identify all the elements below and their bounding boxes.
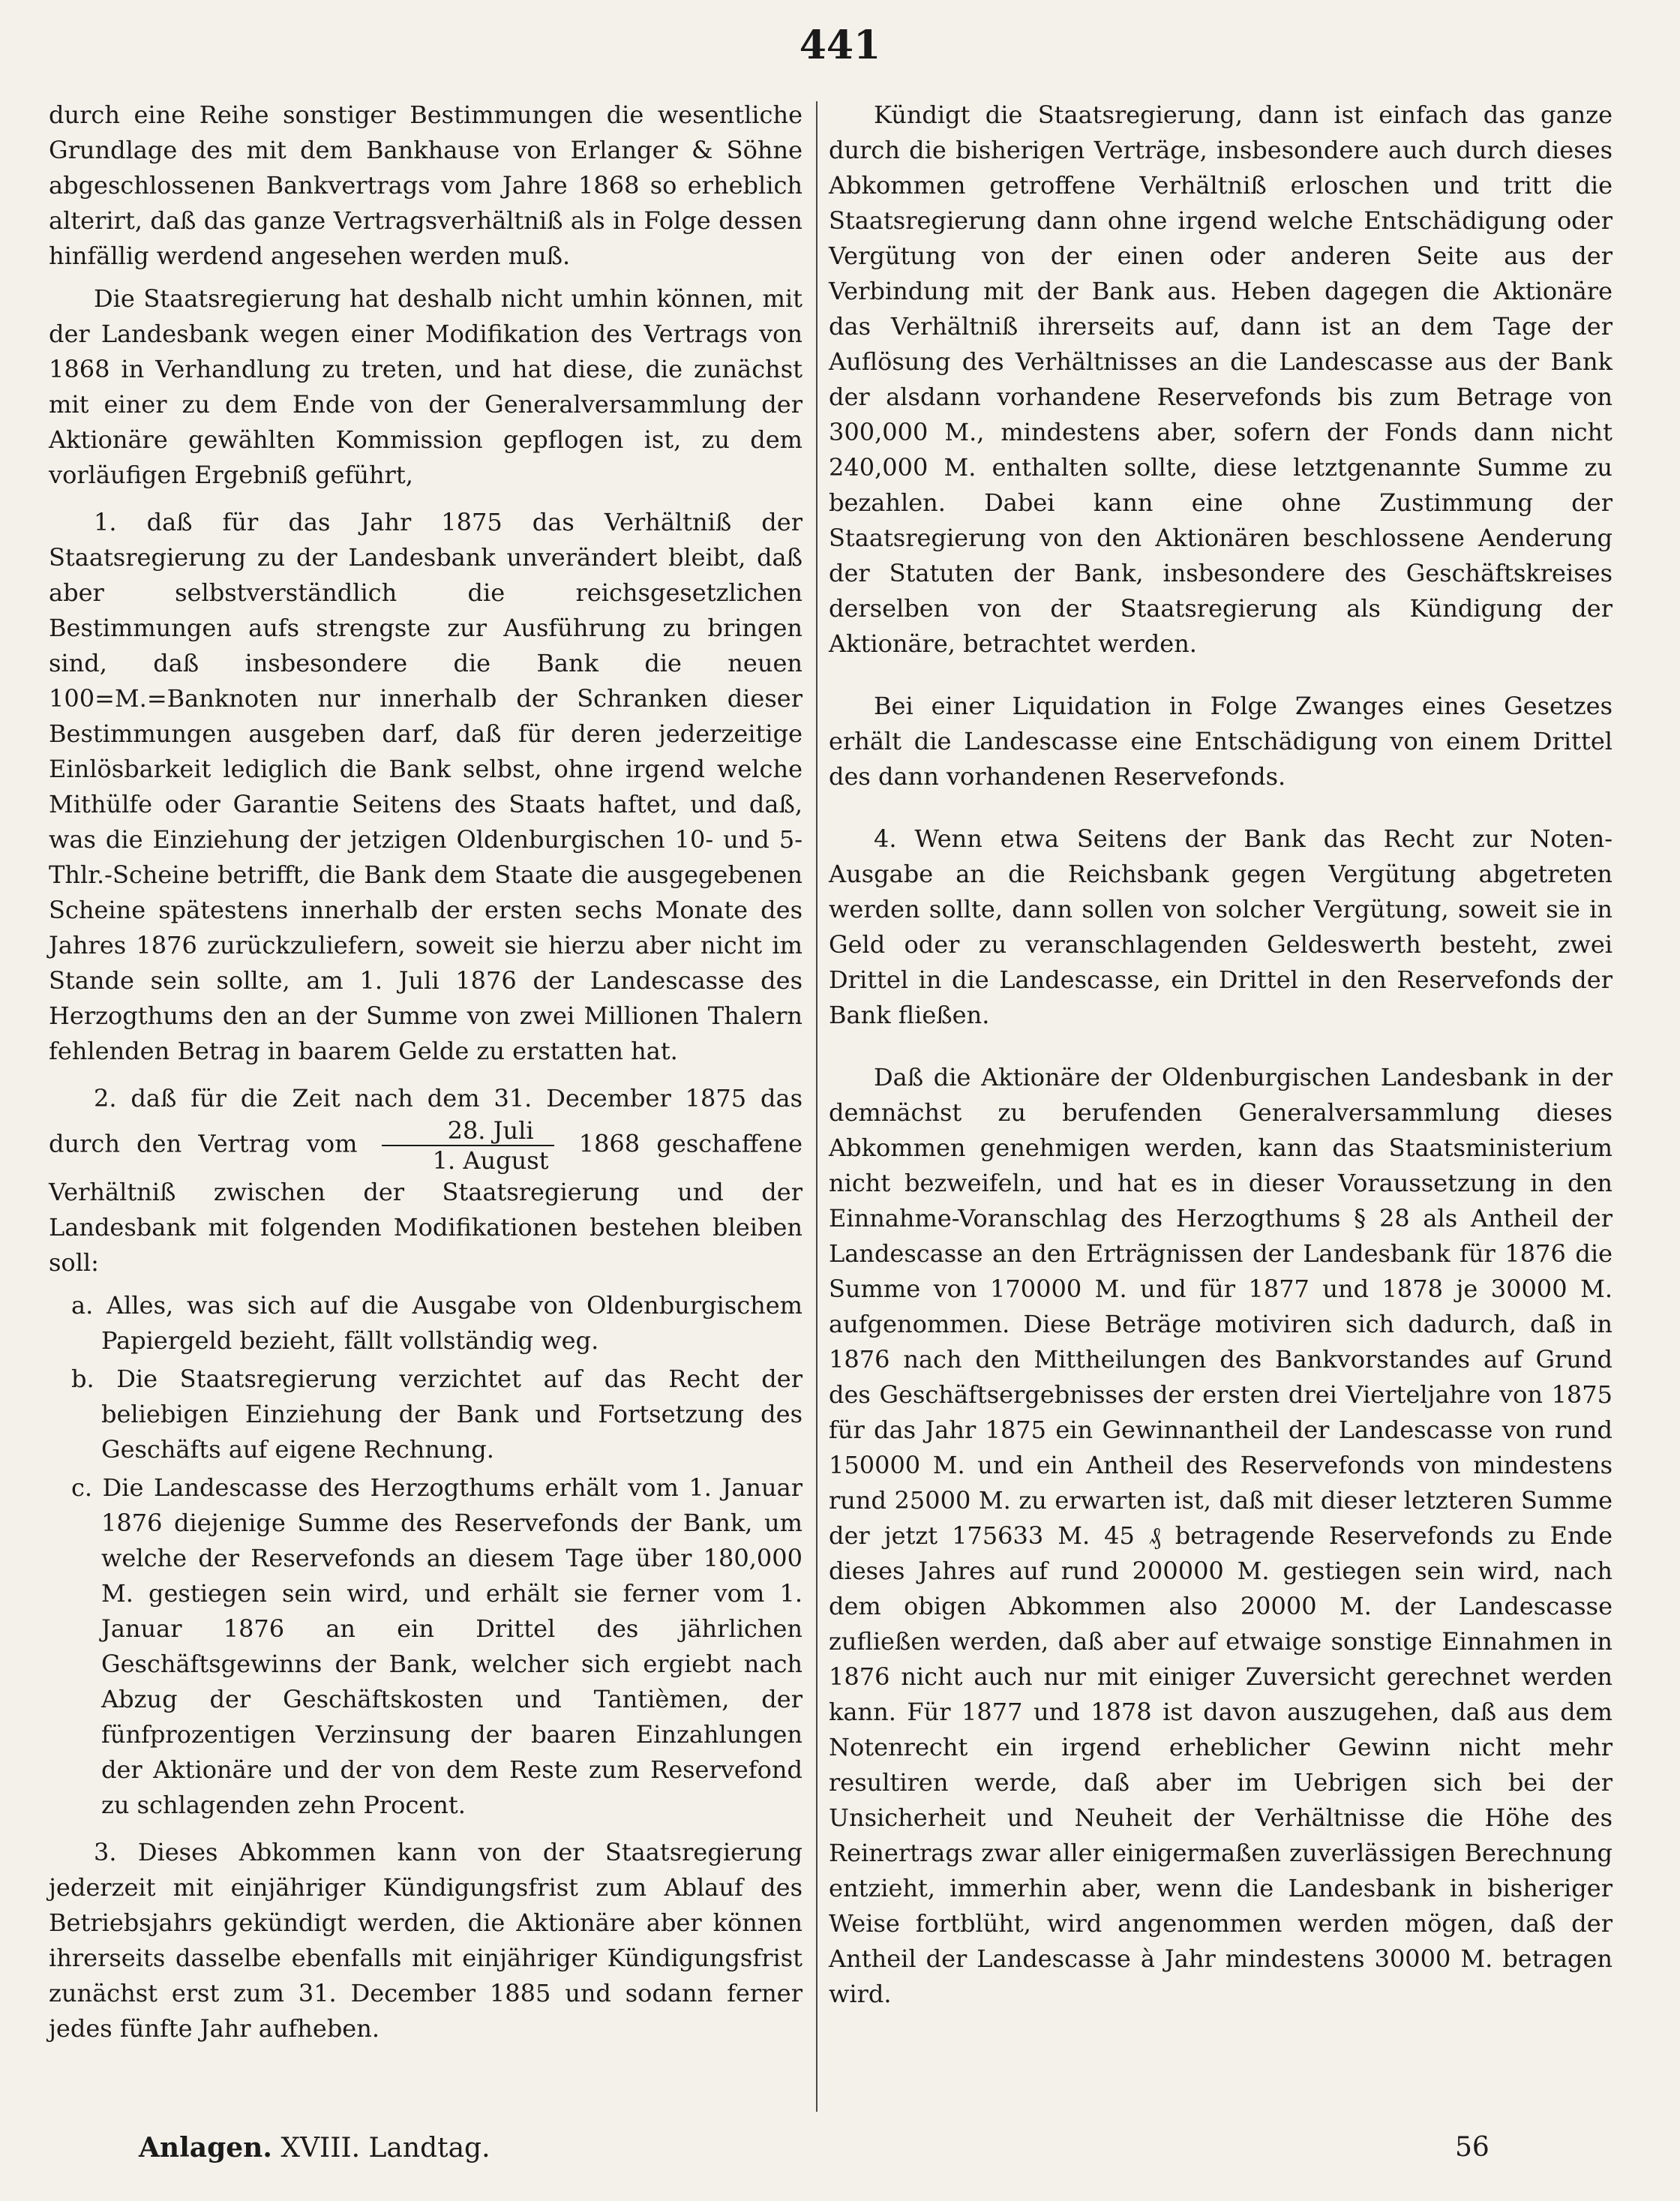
date-fraction-bottom: 1. August bbox=[432, 1146, 549, 1175]
list-item-1: 1. daß für das Jahr 1875 das Verhältniß der Staatsregierung zu der Landesbank unverändert bleibt, daß aber selbstverständlich die reichsgesetzlichen Bestimmungen aufs strengste zur Ausführung zu bringen sind, daß insbesondere die Bank die neuen 100=M.=Banknoten nur innerhalb der Schranken dieser Bestimmungen ausgeben darf, daß für deren jederzeitige Einlösbarkeit lediglich die Bank selbst, ohne irgend welche Mithülfe oder Garantie Seitens des Staats haftet, und daß, was die Einziehung der jetzigen Oldenburgischen 10- und 5-Thlr.-Scheine betrifft, die Bank dem Staate die ausgegebenen Scheine spätestens innerhalb der ersten sechs Monate des Jahres 1876 zurückzuliefern, soweit sie hierzu aber nicht im Stande sein sollte, am 1. Juli 1876 der Landescasse des Herzogthums den an der Summe von zwei Millionen Thalern fehlenden Betrag in baarem Gelde zu erstatten hat. bbox=[49, 508, 802, 1065]
footer-session: XVIII. Landtag. bbox=[280, 2133, 490, 2163]
paragraph: Die Staatsregierung hat deshalb nicht umhin können, mit der Landesbank wegen einer Modifikation des Vertrags von 1868 in Verhandlung zu treten, und hat diese, die zunächst mit einer zu dem Ende von der Generalversammlung der Aktionäre gewählten Kommission gepflogen ist, zu dem vorläufigen Ergebniß geführt, bbox=[49, 284, 802, 489]
date-fraction-top: 28. Juli bbox=[382, 1116, 555, 1146]
sub-item-a: a. Alles, was sich auf die Ausgabe von Oldenburgischem Papiergeld bezieht, fällt vollständig weg. bbox=[71, 1291, 802, 1355]
column-divider bbox=[816, 101, 818, 2112]
list-item-2-text-b: 1868 geschaffene Verhältniß zwischen der Staatsregierung und der Landesbank mit folgenden Modifikationen bestehen bleiben soll: bbox=[49, 1129, 803, 1277]
footer-sheet-number: 56 bbox=[1455, 2132, 1490, 2163]
paragraph: durch eine Reihe sonstiger Bestimmungen die wesentliche Grundlage des mit dem Bankhause von Erlanger & Söhne abgeschlossenen Bankvertrags vom Jahre 1868 so erheblich alterirt, daß das ganze Vertragsverhältniß als in Folge dessen hinfällig werdend angesehen werden muß. bbox=[49, 101, 802, 270]
footer-left bbox=[139, 2132, 490, 2163]
paragraph: Bei einer Liquidation in Folge Zwanges eines Gesetzes erhält die Landescasse eine Entschädigung von einem Drittel des dann vorhandenen Reservefonds. bbox=[829, 692, 1612, 791]
list-item-3: 3. Dieses Abkommen kann von der Staatsregierung jederzeit mit einjähriger Kündigungsfrist zum Ablauf des Betriebsjahrs gekündigt werden, die Aktionäre aber können ihrerseits dasselbe ebenfalls mit einjähriger Kündigungsfrist zunächst erst zum 31. December 1885 und sodann ferner jedes fünfte Jahr aufheben. bbox=[49, 1838, 802, 2043]
date-fraction bbox=[382, 1116, 555, 1175]
list-item-4: 4. Wenn etwa Seitens der Bank das Recht zur Noten-Ausgabe an die Reichsbank gegen Vergütung abgetreten werden sollte, dann sollen von solcher Vergütung, soweit sie in Geld oder zu veranschlagenden Geldeswerth besteht, zwei Drittel in die Landescasse, ein Drittel in den Reservefonds der Bank fließen. bbox=[829, 824, 1612, 1029]
list-item-2-text-a: 2. daß für die Zeit nach dem 31. December 1875 das durch den Vertrag vom bbox=[49, 1084, 802, 1158]
sub-item-b: b. Die Staatsregierung verzichtet auf das Recht der beliebigen Einziehung der Bank und Fortsetzung des Geschäfts auf eigene Rechnung. bbox=[71, 1365, 802, 1464]
page-number: 441 bbox=[799, 23, 881, 68]
paragraph: Kündigt die Staatsregierung, dann ist einfach das ganze durch die bisherigen Verträge, insbesondere auch durch dieses Abkommen getroffene Verhältniß erloschen und tritt die Staatsregierung dann ohne irgend welche Entschädigung oder Vergütung von der einen oder anderen Seite aus der Verbindung mit der Bank aus. Heben dagegen die Aktionäre das Verhältniß ihrerseits auf, dann ist an dem Tage der Auflösung des Verhältnisses an die Landescasse aus der Bank der alsdann vorhandene Reservefonds bis zum Betrage von 300,000 M., mindestens aber, sofern der Fonds dann nicht 240,000 M. enthalten sollte, diese letztgenannte Summe zu bezahlen. Dabei kann eine ohne Zustimmung der Staatsregierung von den Aktionären beschlossene Aenderung der Statuten der Bank, insbesondere des Geschäftskreises derselben von der Staatsregierung als Kündigung der Aktionäre, betrachtet werden. bbox=[829, 101, 1612, 658]
paragraph: Daß die Aktionäre der Oldenburgischen Landesbank in der demnächst zu berufenden Generalversammlung dieses Abkommen genehmigen werden, kann das Staatsministerium nicht bezweifeln, und hat es in dieser Voraussetzung in den Einnahme-Voranschlag des Herzogthums § 28 als Antheil der Landescasse an den Erträgnissen der Landesbank für 1876 die Summe von 170000 M. und für 1877 und 1878 je 30000 M. aufgenommen. Diese Beträge motiviren sich dadurch, daß in 1876 nach den Mittheilungen des Bankvorstandes auf Grund des Geschäftsergebnisses der ersten drei Vierteljahre von 1875 für das Jahr 1875 ein Gewinnantheil der Landescasse von rund 150000 M. und ein Antheil des Reservefonds von mindestens rund 25000 M. zu erwarten ist, daß mit dieser letzteren Summe der jetzt 175633 M. 45 ₰ betragende Reservefonds zu Ende dieses Jahres auf rund 200000 M. gestiegen sein wird, nach dem obigen Abkommen also 20000 M. der Landescasse zufließen werden, daß aber auf etwaige sonstige Einnahmen in 1876 nicht auch nur mit einiger Zuversicht gerechnet werden kann. Für 1877 und 1878 ist davon auszugehen, daß aus dem Notenrecht ein irgend erheblicher Gewinn nicht mehr resultiren werde, daß aber im Uebrigen sich bei der Unsicherheit und Neuheit der Verhältnisse die Höhe des Reinertrags zwar aller einigermaßen zuverlässigen Berechnung entzieht, immerhin aber, wenn die Landesbank in bisheriger Weise fortblüht, wird angenommen werden mögen, daß der Antheil der Landescasse à Jahr mindestens 30000 M. betragen wird. bbox=[829, 1063, 1612, 2008]
list-item-2 bbox=[49, 1081, 802, 1281]
sub-item-c: c. Die Landescasse des Herzogthums erhält vom 1. Januar 1876 diejenige Summe des Reservefonds der Bank, um welche der Reservefonds an diesem Tage über 180,000 M. gestiegen sein wird, und erhält sie ferner vom 1. Januar 1876 an ein Drittel des jährlichen Geschäftsgewinns der Bank, welcher sich ergiebt nach Abzug der Geschäftskosten und Tantièmen, der fünfprozentigen Verzinsung der baaren Einzahlungen der Aktionäre und der von dem Reste zum Reservefond zu schlagenden zehn Procent. bbox=[71, 1473, 802, 1819]
left-column bbox=[49, 98, 802, 2054]
right-column bbox=[829, 98, 1612, 2019]
footer-anlagen: Anlagen. bbox=[139, 2132, 272, 2163]
